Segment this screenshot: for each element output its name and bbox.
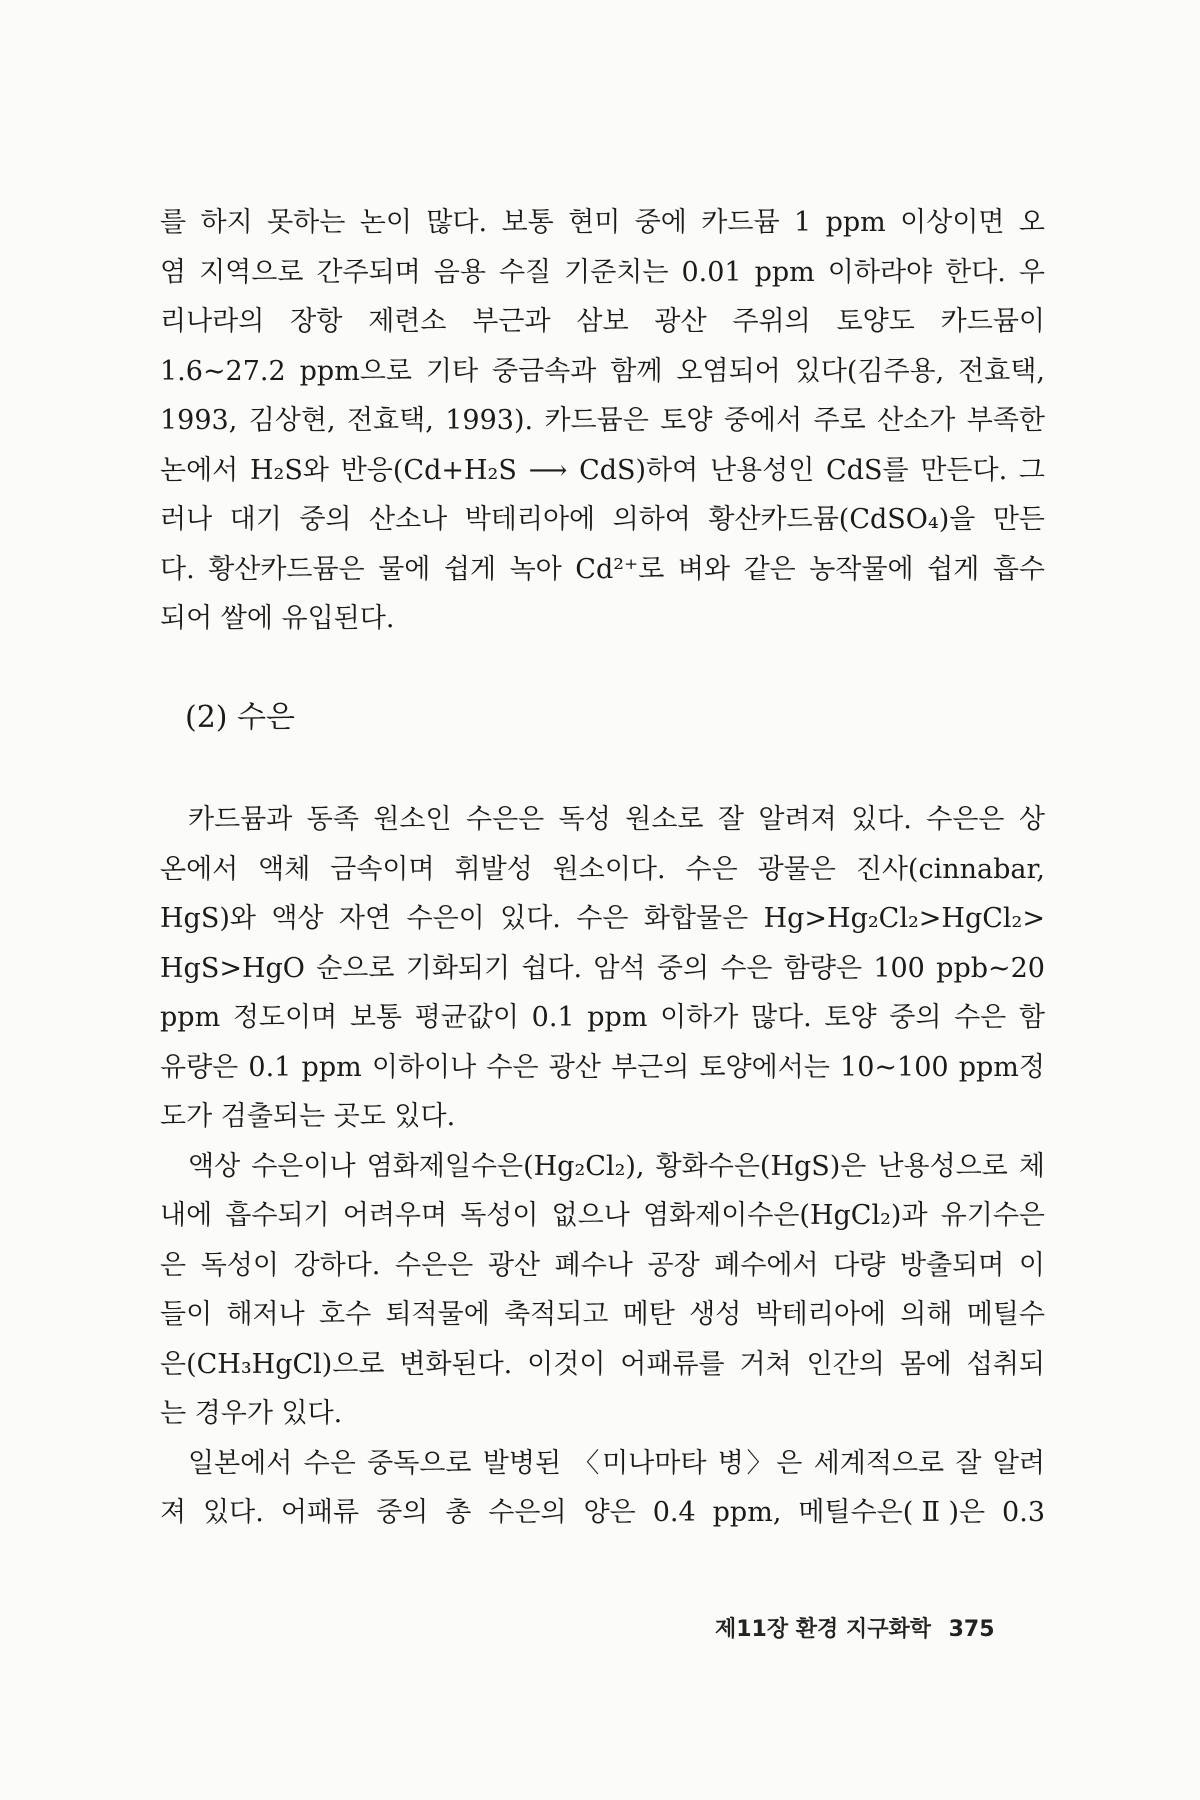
- text-line: ppm 정도이며 보통 평균값이 0.1 ppm 이하가 많다. 토양 중의 수은 함: [160, 1002, 1045, 1033]
- paragraph-mercury-intro: [160, 795, 1045, 1142]
- text-line: 카드뮴과 동족 원소인 수은은 독성 원소로 잘 알려져 있다. 수은은 상: [188, 804, 1045, 835]
- text-line: 1.6~27.2 ppm으로 기타 중금속과 함께 오염되어 있다(김주용, 전효택,: [160, 355, 1045, 387]
- paragraph-cadmium: [160, 198, 1045, 644]
- text-line: 러나 대기 중의 산소나 박테리아에 의하여 황산카드뮴(CdSO₄)을 만든: [160, 504, 1045, 535]
- text-line: 는 경우가 있다.: [160, 1398, 343, 1429]
- text-line: 일본에서 수은 중독으로 발병된 〈미나마타 병〉은 세계적으로 잘 알려: [188, 1447, 1045, 1479]
- text-line: 1993, 김상현, 전효택, 1993). 카드뮴은 토양 중에서 주로 산소가 부족한: [160, 405, 1045, 436]
- text-line: HgS>HgO 순으로 기화되기 쉽다. 암석 중의 수은 함량은 100 ppb~20: [160, 952, 1045, 984]
- text-line: HgS)와 액상 자연 수은이 있다. 수은 화합물은 Hg>Hg₂Cl₂>HgCl₂>: [160, 903, 1045, 934]
- text-line: 져 있다. 어패류 중의 총 수은의 양은 0.4 ppm, 메틸수은(Ⅱ)은 0.3: [160, 1497, 1045, 1528]
- chapter-title: 제11장 환경 지구화학: [715, 1617, 931, 1642]
- paragraph-minamata: [160, 1439, 1045, 1538]
- text-line: 를 하지 못하는 논이 많다. 보통 현미 중에 카드뮴 1 ppm 이상이면 오: [160, 207, 1045, 238]
- text-line: 염 지역으로 간주되며 음용 수질 기준치는 0.01 ppm 이하라야 한다. 우: [160, 256, 1045, 288]
- page-number: 375: [948, 1617, 995, 1642]
- text-line: 도가 검출되는 곳도 있다.: [160, 1101, 456, 1132]
- text-line: 다. 황산카드뮴은 물에 쉽게 녹아 Cd²⁺로 벼와 같은 농작물에 쉽게 흡수: [160, 553, 1045, 585]
- text-line: 내에 흡수되기 어려우며 독성이 없으나 염화제이수은(HgCl₂)과 유기수은: [160, 1200, 1045, 1231]
- text-line: 은(CH₃HgCl)으로 변화된다. 이것이 어패류를 거쳐 인간의 몸에 섭취되: [160, 1348, 1045, 1380]
- text-line: 유량은 0.1 ppm 이하이나 수은 광산 부근의 토양에서는 10~100 ppm정: [160, 1051, 1045, 1083]
- text-line: 온에서 액체 금속이며 휘발성 원소이다. 수은 광물은 진사(cinnabar,: [160, 853, 1045, 885]
- paragraph-mercury-toxicity: [160, 1142, 1045, 1439]
- text-line: 논에서 H₂S와 반응(Cd+H₂S ⟶ CdS)하여 난용성인 CdS를 만든다. 그: [160, 454, 1045, 486]
- text-line: 은 독성이 강하다. 수은은 광산 폐수나 공장 폐수에서 다량 방출되며 이: [160, 1249, 1045, 1281]
- text-line: 리나라의 장항 제련소 부근과 삼보 광산 주위의 토양도 카드뮴이: [160, 306, 1045, 337]
- section-heading: (2) 수은: [185, 700, 295, 735]
- text-line: 액상 수은이나 염화제일수은(Hg₂Cl₂), 황화수은(HgS)은 난용성으로 체: [188, 1150, 1045, 1182]
- mercury-section-body: [160, 795, 1045, 1538]
- page-footer: [715, 1612, 995, 1643]
- text-line: 들이 해저나 호수 퇴적물에 축적되고 메탄 생성 박테리아에 의해 메틸수: [160, 1299, 1045, 1330]
- text-line: 되어 쌀에 유입된다.: [160, 603, 395, 634]
